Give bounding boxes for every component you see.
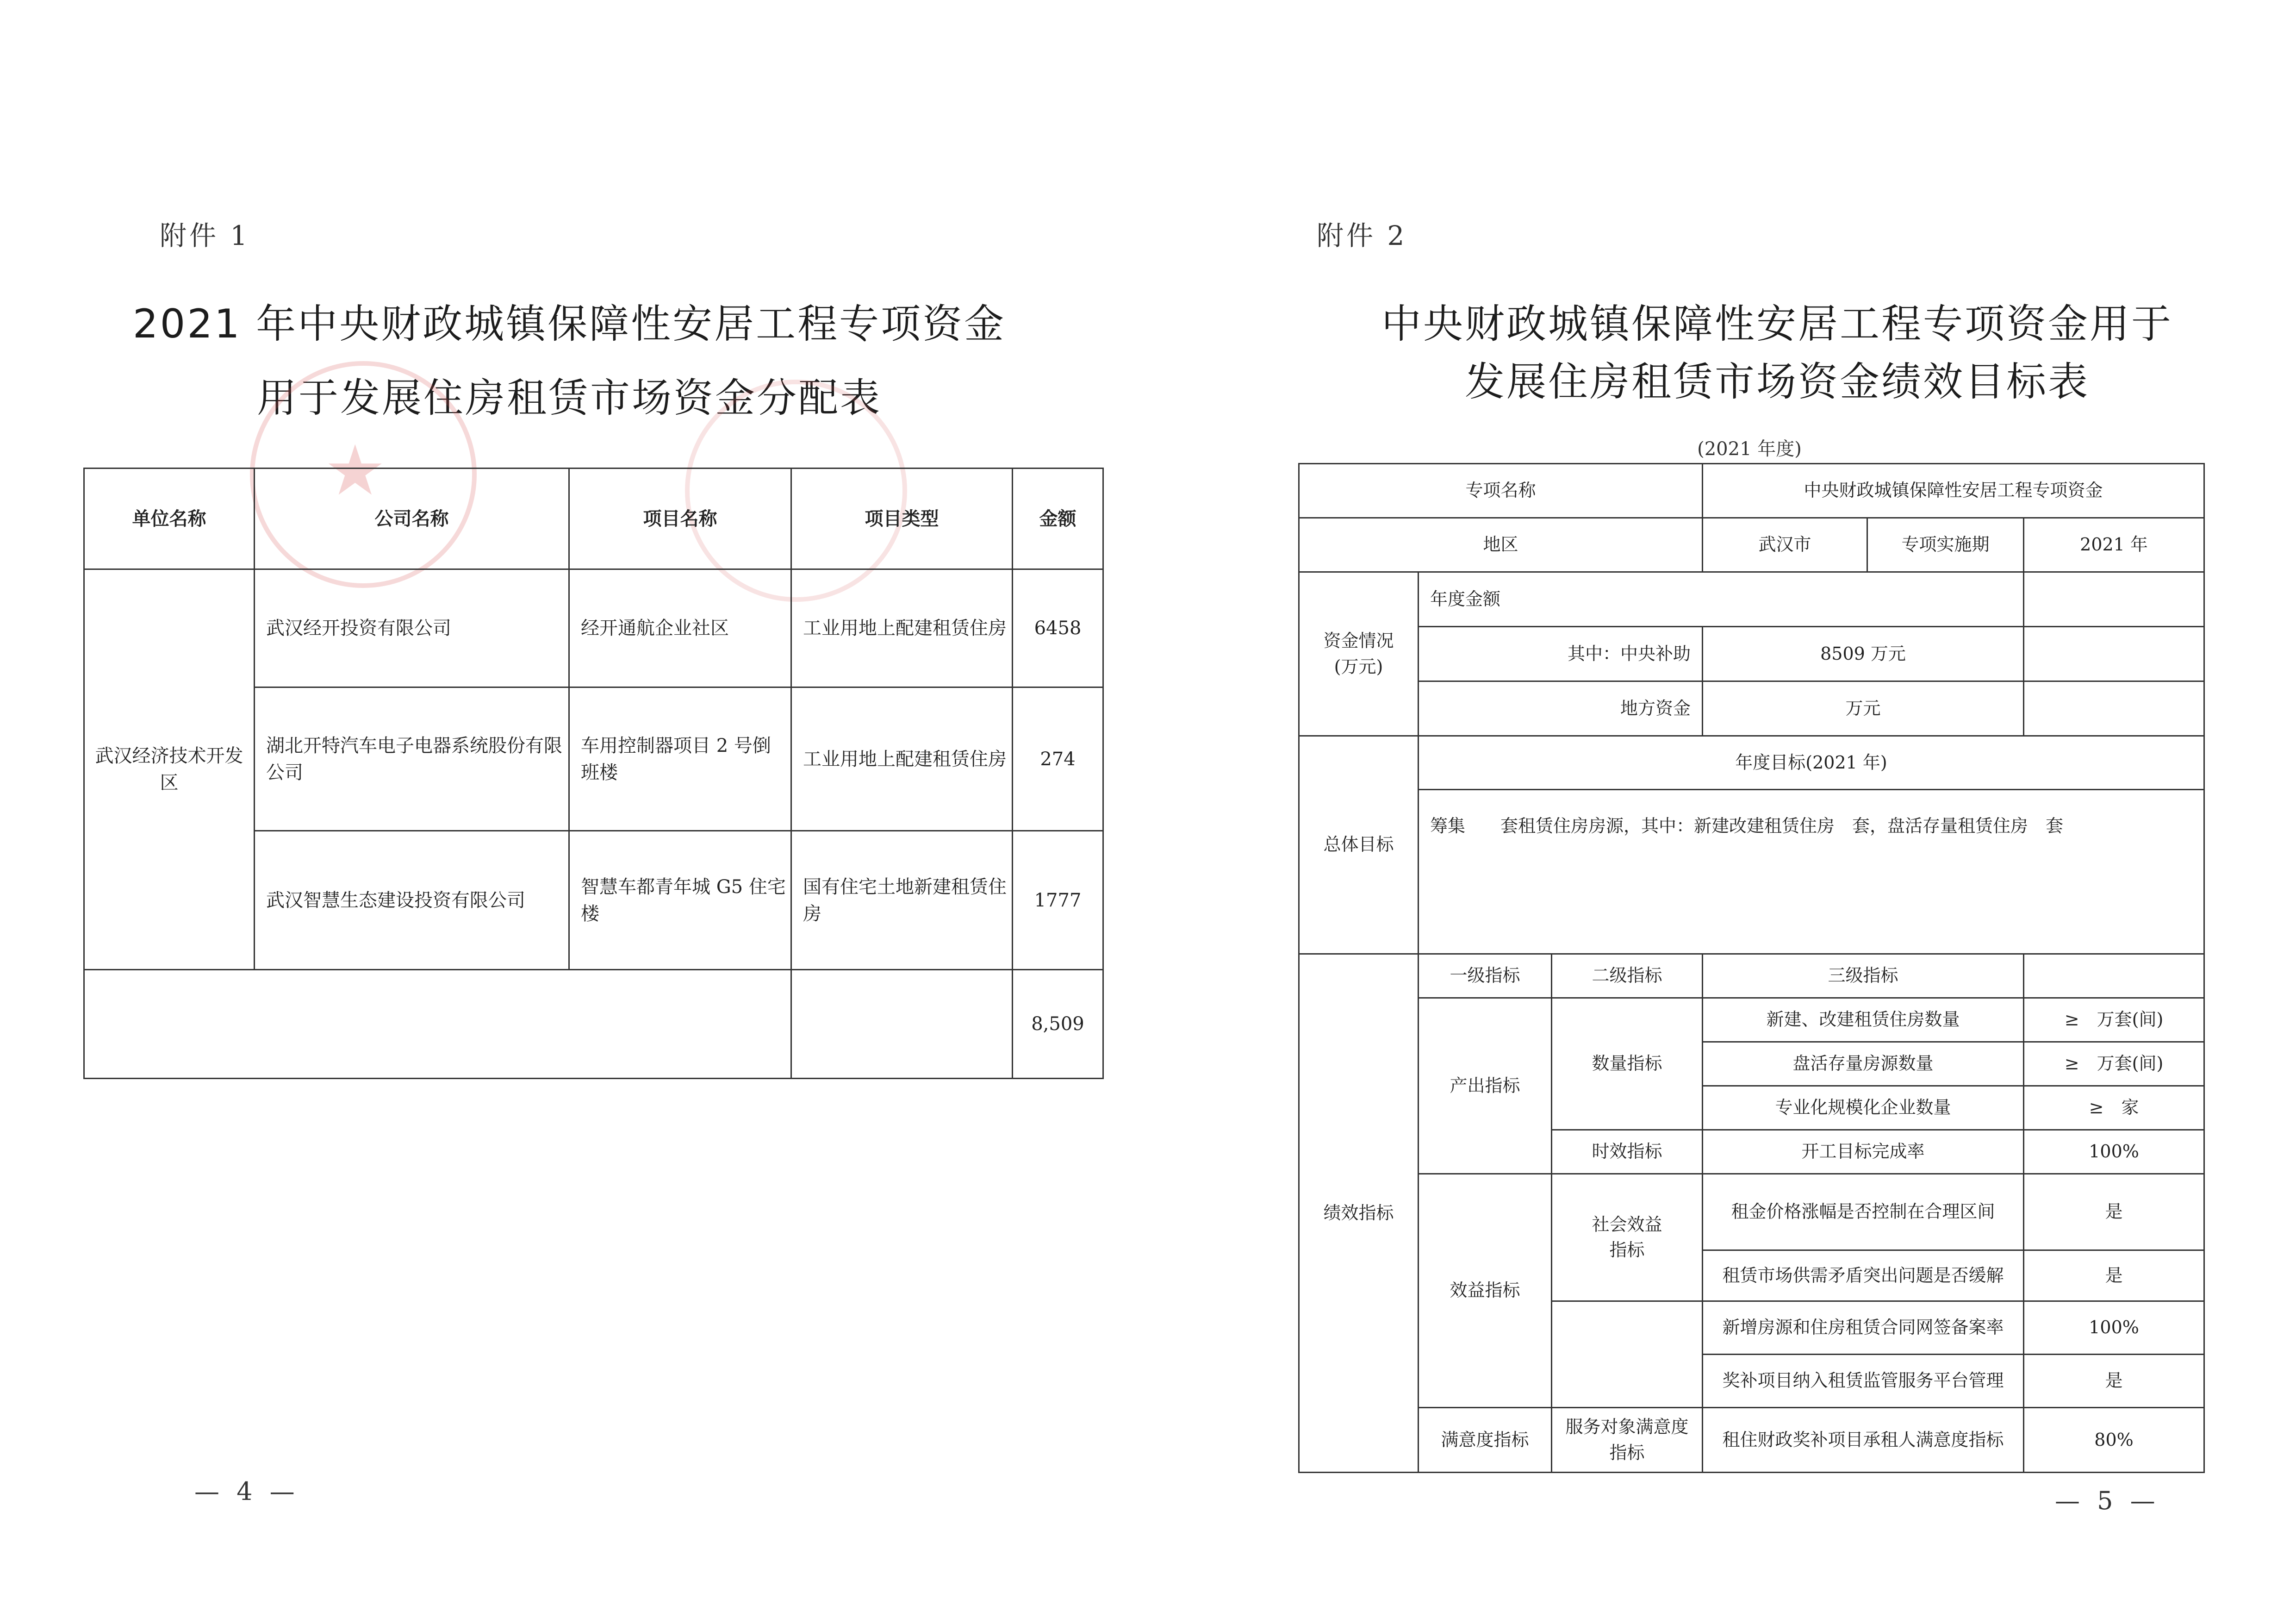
performance-table [1298,463,2205,1473]
indicator-value: 100% [2024,1130,2204,1174]
central-extra [2024,627,2204,681]
indicator-header-row [1299,954,2204,998]
annual-amount-label: 年度金额 [1419,572,2024,627]
company-cell: 武汉经开投资有限公司 [255,569,569,687]
table-row [1299,998,2204,1042]
indicator-name: 盘活存量房源数量 [1703,1042,2024,1086]
indicator-value: ≥ 万套(间) [2024,998,2204,1042]
output-indicator-label: 产出指标 [1419,998,1552,1174]
amount-cell: 6458 [1013,569,1103,687]
benefit-indicator-label: 效益指标 [1419,1174,1552,1408]
seal-star-icon: ★ [324,431,386,511]
company-cell: 武汉智慧生态建设投资有限公司 [255,831,569,970]
project-cell: 智慧车都青年城 G5 住宅楼 [569,831,791,970]
left-title-line2: 用于发展住房租赁市场资金分配表 [257,375,882,421]
region-value: 武汉市 [1703,518,1867,572]
annual-amount-value [2024,572,2204,627]
quantity-indicator-label: 数量指标 [1552,998,1703,1130]
level1-header: 一级指标 [1419,954,1552,998]
goal-text: 筹集 套租赁住房房源，其中：新建改建租赁住房 套，盘活存量租赁住房 套 [1419,790,2204,954]
perf-indicator-label: 绩效指标 [1299,954,1419,1473]
amount-cell: 1777 [1013,831,1103,970]
level2-header: 二级指标 [1552,954,1703,998]
page-number-5: — 5 — [2055,1486,2160,1515]
type-cell: 工业用地上配建租赁住房 [791,687,1013,831]
total-row [84,970,1103,1079]
indicator-name: 租金价格涨幅是否控制在合理区间 [1703,1174,2024,1250]
central-value: 8509 万元 [1703,627,2024,681]
project-cell: 车用控制器项目 2 号倒班楼 [569,687,791,831]
local-extra [2024,681,2204,736]
indicator-value: ≥ 万套(间) [2024,1042,2204,1086]
project-name-label: 专项名称 [1299,464,1703,518]
right-title-line2: 发展住房租赁市场资金绩效目标表 [1465,359,2090,405]
indicator-name: 租住财政奖补项目承租人满意度指标 [1703,1408,2024,1473]
total-amount-cell: 8,509 [1013,970,1103,1079]
header-project-name: 项目名称 [569,468,791,569]
company-cell: 湖北开特汽车电子电器系统股份有限公司 [255,687,569,831]
satisfaction-indicator-label: 满意度指标 [1419,1408,1552,1473]
table-row [1299,1408,2204,1473]
left-title-line1: 2021 年中央财政城镇保障性安居工程专项资金 [132,301,1006,347]
indicator-value: 是 [2024,1174,2204,1250]
header-company-name: 公司名称 [255,468,569,569]
indicator-value: 80% [2024,1408,2204,1473]
year-note: (2021 年度) [1697,438,1802,460]
table-row [1299,1174,2204,1250]
indicator-name: 新增房源和住房租赁合同网签备案率 [1703,1301,2024,1355]
target-header [2024,954,2204,998]
indicator-name: 奖补项目纳入租赁监管服务平台管理 [1703,1355,2024,1408]
funds-label: 资金情况 (万元) [1299,572,1419,736]
page-number-4: — 4 — [194,1477,299,1506]
annual-amount-row [1299,572,2204,627]
project-name-value: 中央财政城镇保障性安居工程专项资金 [1703,464,2204,518]
allocation-header-row [84,468,1103,569]
overall-goal-label: 总体目标 [1299,736,1419,954]
header-amount: 金额 [1013,468,1103,569]
indicator-value: 是 [2024,1355,2204,1408]
annual-goal-label: 年度目标(2021 年) [1419,736,2204,790]
central-label: 其中：中央补助 [1419,627,1703,681]
attachment-1-label: 附件 1 [160,220,250,251]
header-project-type: 项目类型 [791,468,1013,569]
project-cell: 经开通航企业社区 [569,569,791,687]
unit-name-cell: 武汉经济技术开发区 [84,569,255,970]
table-row [84,569,1103,687]
allocation-table [83,468,1104,1079]
indicator-value: ≥ 家 [2024,1086,2204,1130]
benefit-sub-blank [1552,1301,1703,1408]
local-funds-row [1299,681,2204,736]
social-benefit-label: 社会效益 指标 [1552,1174,1703,1301]
central-subsidy-row [1299,627,2204,681]
attachment-2-label: 附件 2 [1317,220,1407,251]
indicator-name: 租赁市场供需矛盾突出问题是否缓解 [1703,1250,2024,1301]
indicator-name: 新建、改建租赁住房数量 [1703,998,2024,1042]
project-name-row [1299,464,2204,518]
total-spacer-cell [791,970,1013,1079]
indicator-value: 100% [2024,1301,2204,1355]
service-satisfaction-label: 服务对象满意度 指标 [1552,1408,1703,1473]
annual-goal-header-row [1299,736,2204,790]
indicator-value: 是 [2024,1250,2204,1301]
goal-text-row [1299,790,2204,954]
local-label: 地方资金 [1419,681,1703,736]
region-row [1299,518,2204,572]
timeliness-indicator-label: 时效指标 [1552,1130,1703,1174]
total-label-cell [84,970,791,1079]
period-value: 2021 年 [2024,518,2204,572]
indicator-name: 开工目标完成率 [1703,1130,2024,1174]
amount-cell: 274 [1013,687,1103,831]
level3-header: 三级指标 [1703,954,2024,998]
region-label: 地区 [1299,518,1703,572]
period-label: 专项实施期 [1867,518,2024,572]
header-unit-name: 单位名称 [84,468,255,569]
indicator-name: 专业化规模化企业数量 [1703,1086,2024,1130]
local-value: 万元 [1703,681,2024,736]
type-cell: 国有住宅土地新建租赁住房 [791,831,1013,970]
type-cell: 工业用地上配建租赁住房 [791,569,1013,687]
right-title-line1: 中央财政城镇保障性安居工程专项资金用于 [1381,301,2173,347]
